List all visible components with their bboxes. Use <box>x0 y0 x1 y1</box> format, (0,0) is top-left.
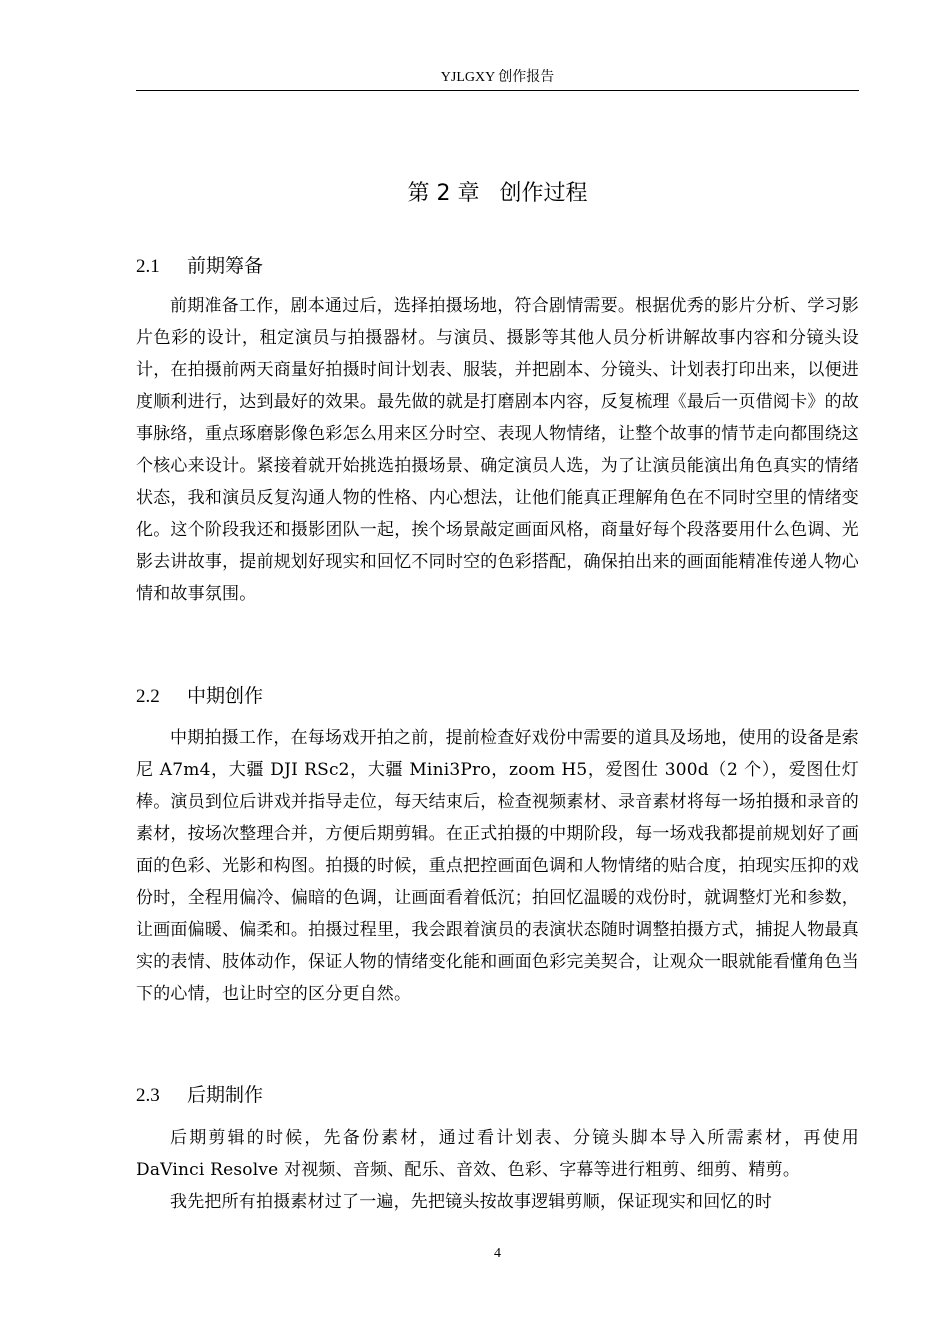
section-heading-2-3 <box>136 1080 859 1111</box>
section-heading-2-1 <box>136 251 859 282</box>
paragraph: 前期准备工作，剧本通过后，选择拍摄场地，符合剧情需要。根据优秀的影片分析、学习影片色彩的设计，租定演员与拍摄器材。与演员、摄影等其他人员分析讲解故事内容和分镜头设计，在拍摄前两天商量好拍摄时间计划表、服装，并把剧本、分镜头、计划表打印出来，以便进度顺利进行，达到最好的效果。最先做的就是打磨剧本内容，反复梳理《最后一页借阅卡》的故事脉络，重点琢磨影像色彩怎么用来区分时空、表现人物情绪，让整个故事的情节走向都围绕这个核心来设计。紧接着就开始挑选拍摄场景、确定演员人选，为了让演员能演出角色真实的情绪状态，我和演员反复沟通人物的性格、内心想法，让他们能真正理解角色在不同时空里的情绪变化。这个阶段我还和摄影团队一起，挨个场景敲定画面风格，商量好每个段落要用什么色调、光影去讲故事，提前规划好现实和回忆不同时空的色彩搭配，确保拍出来的画面能精准传递人物心情和故事氛围。 <box>136 296 859 604</box>
section-number: 2.1 <box>136 256 160 277</box>
section-title: 后期制作 <box>187 1084 264 1106</box>
paragraph: 我先把所有拍摄素材过了一遍，先把镜头按故事逻辑剪顺，保证现实和回忆的时 <box>170 1192 772 1212</box>
chapter-number: 第 2 章 <box>407 181 480 206</box>
running-header: YJLGXY 创作报告 <box>440 70 555 85</box>
section-title: 中期创作 <box>187 685 264 707</box>
paragraph: 后期剪辑的时候，先备份素材，通过看计划表、分镜头脚本导入所需素材，再使用 DaVinci Resolve 对视频、音频、配乐、音效、色彩、字幕等进行粗剪、细剪、精剪。 <box>136 1128 859 1180</box>
header-rule <box>136 90 859 91</box>
section-number: 2.3 <box>136 1085 160 1106</box>
section-number: 2.2 <box>136 686 160 707</box>
chapter-name: 创作过程 <box>499 181 588 206</box>
paragraph: 中期拍摄工作，在每场戏开拍之前，提前检查好戏份中需要的道具及场地，使用的设备是索尼 A7m4，大疆 DJI RSc2，大疆 Mini3Pro，zoom H5，爱图仕 300d（2 个），爱图仕灯棒。演员到位后讲戏并指导走位，每天结束后，检查视频素材、录音素材将每一场拍摄和录音的素材，按场次整理合并，方便后期剪辑。在正式拍摄的中期阶段，每一场戏我都提前规划好了画面的色彩、光影和构图。拍摄的时候，重点把控画面色调和人物情绪的贴合度，拍现实压抑的戏份时，全程用偏冷、偏暗的色调，让画面看着低沉；拍回忆温暖的戏份时，就调整灯光和参数，让画面偏暖、偏柔和。拍摄过程里，我会跟着演员的表演状态随时调整拍摄方式，捕捉人物最真实的表情、肢体动作，保证人物的情绪变化能和画面色彩完美契合，让观众一眼就能看懂角色当下的心情，也让时空的区分更自然。 <box>136 728 859 1004</box>
section-title: 前期筹备 <box>187 255 264 277</box>
chapter-title <box>136 176 859 212</box>
section-heading-2-2 <box>136 681 859 712</box>
page-number: 4 <box>494 1246 501 1261</box>
